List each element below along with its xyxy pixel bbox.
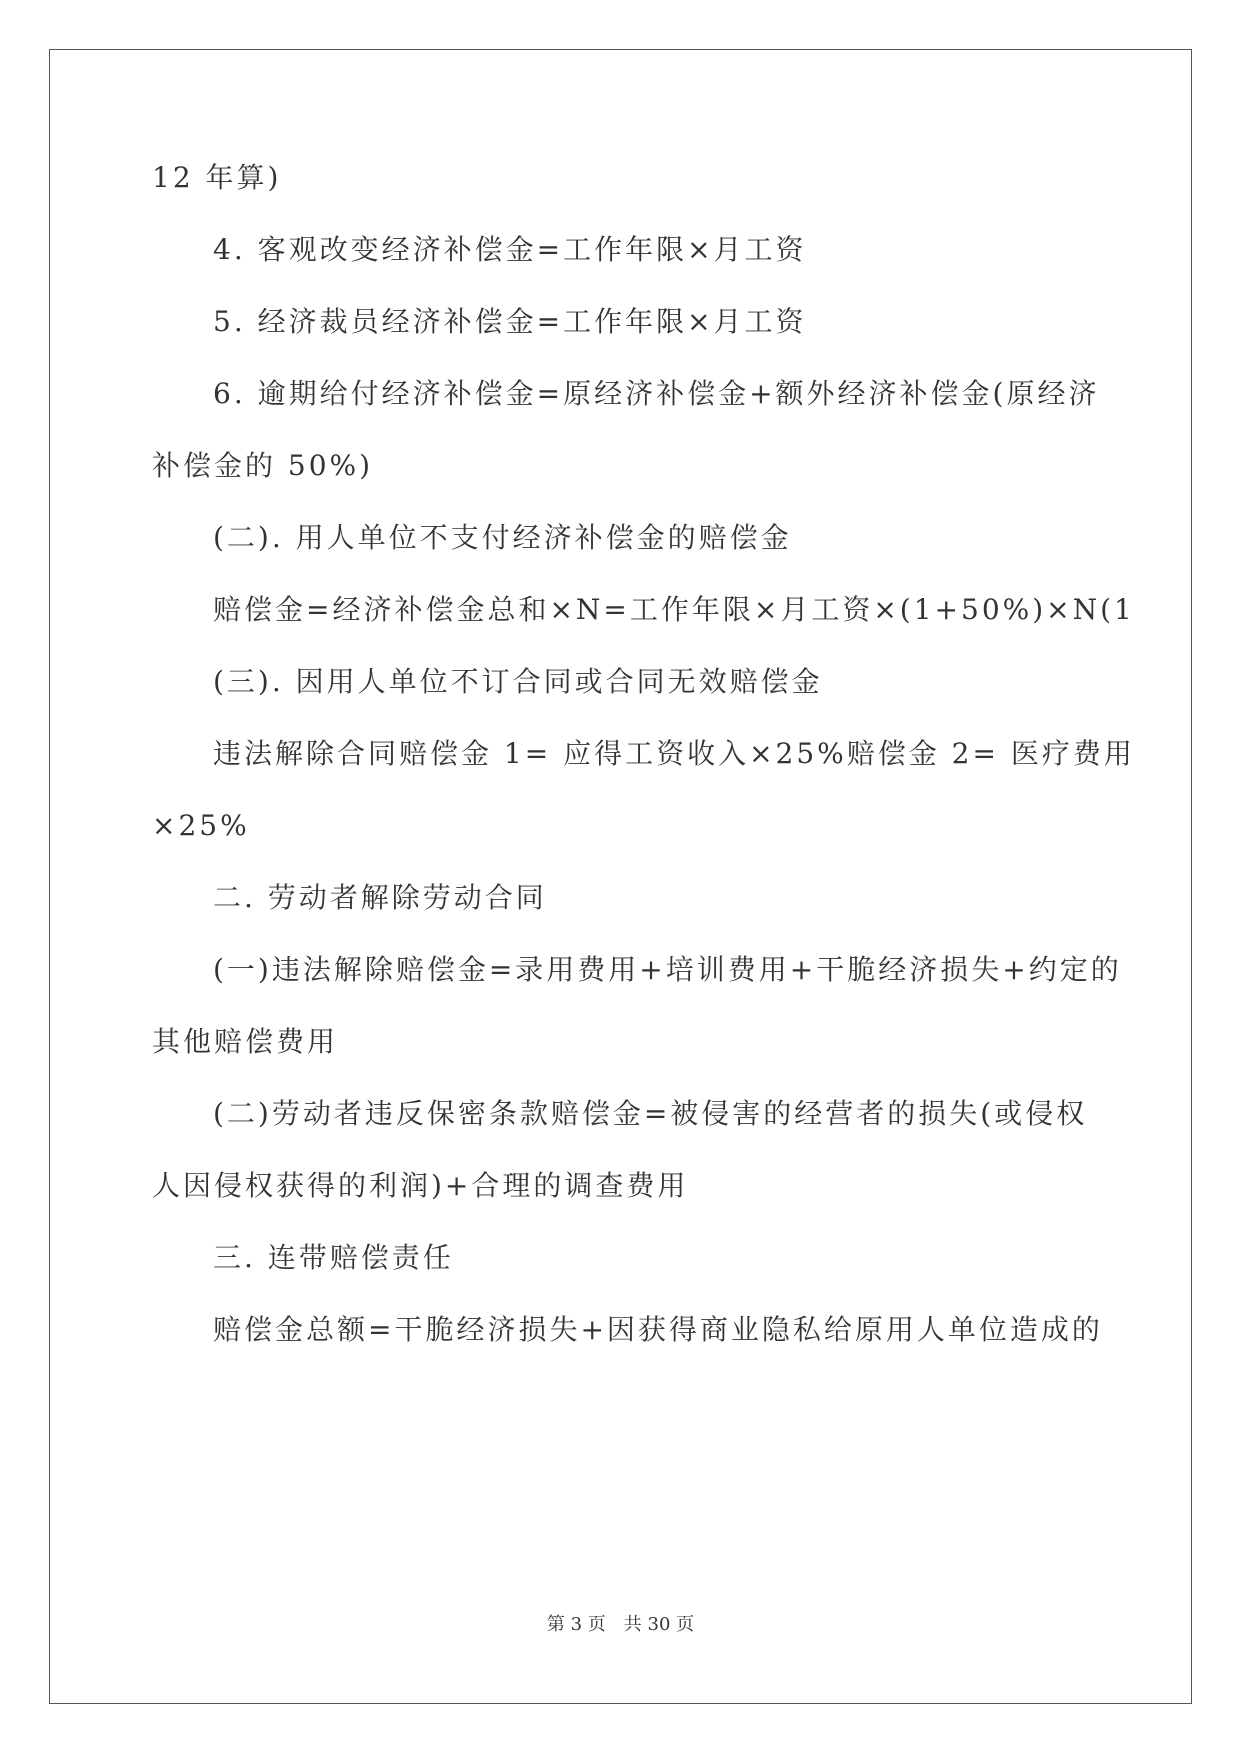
page-border [49,49,1192,1704]
text-line: 其他赔偿费用 [152,1025,339,1058]
text-line: 三. 连带赔偿责任 [213,1241,454,1274]
text-line: (三). 因用人单位不订合同或合同无效赔偿金 [213,665,823,698]
text-line: 违法解除合同赔偿金 1= 应得工资收入×25%赔偿金 2= 医疗费用 [213,737,1135,770]
text-line: 12 年算) [152,161,282,194]
text-line: (一)违法解除赔偿金=录用费用+培训费用+干脆经济损失+约定的 [213,953,1122,986]
text-line: (二). 用人单位不支付经济补偿金的赔偿金 [213,521,792,554]
text-line: 二. 劳动者解除劳动合同 [213,881,547,914]
text-line: 5. 经济裁员经济补偿金=工作年限×月工资 [213,305,807,338]
text-line: 6. 逾期给付经济补偿金=原经济补偿金+额外经济补偿金(原经济 [213,377,1100,410]
page-footer [0,1613,1241,1637]
text-line: 赔偿金总额=干脆经济损失+因获得商业隐私给原用人单位造成的 [213,1313,1103,1346]
text-line: 人因侵权获得的利润)+合理的调查费用 [152,1169,689,1202]
text-line: 赔偿金=经济补偿金总和×N=工作年限×月工资×(1+50%)×N(1 [213,593,1135,626]
total-pages: 共 30 页 [623,1614,695,1635]
text-line: (二)劳动者违反保密条款赔偿金=被侵害的经营者的损失(或侵权 [213,1097,1088,1130]
text-line: 补偿金的 50%) [152,449,374,482]
text-line: 4. 客观改变经济补偿金=工作年限×月工资 [213,233,807,266]
text-line: ×25% [152,809,250,842]
page-number: 第 3 页 [546,1614,606,1635]
